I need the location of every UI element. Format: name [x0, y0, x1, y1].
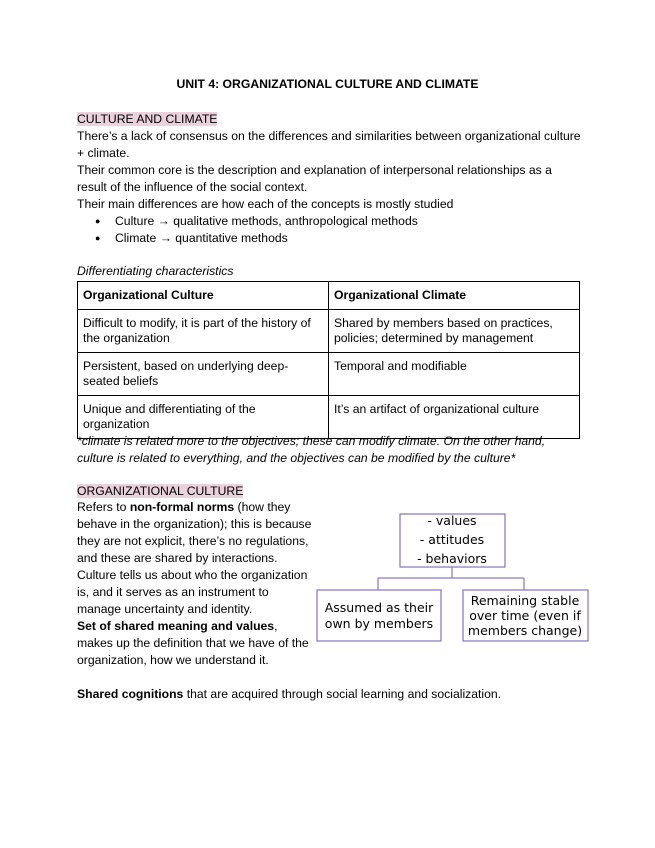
section-culture-and-climate: [77, 111, 582, 247]
text-run: Refers to: [77, 500, 130, 514]
bullet-list: [77, 213, 582, 247]
table-header-row: [78, 282, 580, 310]
table-cell: Difficult to modify, it is part of the history of the organization: [78, 310, 329, 353]
culture-description: [77, 499, 312, 669]
table-cell: Persistent, based on underlying deep-seated beliefs: [78, 353, 329, 396]
table-cell: Unique and differentiating of the organization: [78, 396, 329, 439]
section-organizational-culture-heading: [77, 483, 582, 500]
section-heading: ORGANIZATIONAL CULTURE: [77, 484, 244, 498]
list-item: ● Culture → qualitative methods, anthropological methods: [77, 213, 582, 230]
paragraph: Their main differences are how each of the concepts is mostly studied: [77, 197, 454, 211]
diagram-label: members change): [467, 623, 583, 638]
culture-diagram: [310, 505, 595, 645]
list-item: ● Climate → quantitative methods: [77, 230, 582, 247]
table-cell: Temporal and modifiable: [329, 353, 580, 396]
table-caption: Differentiating characteristics: [77, 264, 234, 278]
diagram-label: - attitudes: [419, 532, 485, 547]
diagram-label: - behaviors: [417, 551, 487, 566]
diagram-label: over time (even if: [469, 608, 581, 623]
diagram-label: - values: [427, 513, 477, 528]
page-title: UNIT 4: ORGANIZATIONAL CULTURE AND CLIMATE: [176, 77, 479, 91]
diagram-label: Assumed as their: [324, 600, 434, 615]
section-heading: CULTURE AND CLIMATE: [77, 112, 218, 126]
text-run-bold: Set of shared meaning and values: [77, 619, 275, 633]
column-header: Organizational Culture: [78, 282, 329, 310]
table-footnote: *climate is related more to the objectives; these can modify climate. On the other hand, culture is related to everything, and the objectives can be modified by the culture*: [77, 434, 546, 465]
text-run-bold: non-formal norms: [129, 500, 235, 514]
differentiating-table: [77, 281, 580, 439]
shared-cognitions-paragraph: [77, 686, 597, 703]
text-run: that are acquired through social learning and socialization.: [183, 687, 502, 701]
table-row: [78, 310, 580, 353]
column-header: Organizational Climate: [329, 282, 580, 310]
table-cell: Shared by members based on practices, policies; determined by management: [329, 310, 580, 353]
table-row: [78, 353, 580, 396]
paragraph: Their common core is the description and explanation of interpersonal relationships as a result of the influence of the social context.: [77, 163, 552, 194]
text-run: , makes up the definition that we have of the organization, how we understand it.: [77, 619, 309, 667]
diagram-label: own by members: [324, 616, 434, 631]
diagram-label: Remaining stable: [470, 593, 580, 608]
table-cell: It’s an artifact of organizational culture: [329, 396, 580, 439]
paragraph: There’s a lack of consensus on the differences and similarities between organizational culture + climate.: [77, 129, 581, 160]
text-run: (how they behave in the organization); this is because they are not explicit, there’s no regulations, and these are shared by interactions. Culture tells us about who the organization is, and it serves as an instrument to manage uncertainty and identity.: [77, 500, 312, 616]
text-run-bold: Shared cognitions: [77, 687, 184, 701]
